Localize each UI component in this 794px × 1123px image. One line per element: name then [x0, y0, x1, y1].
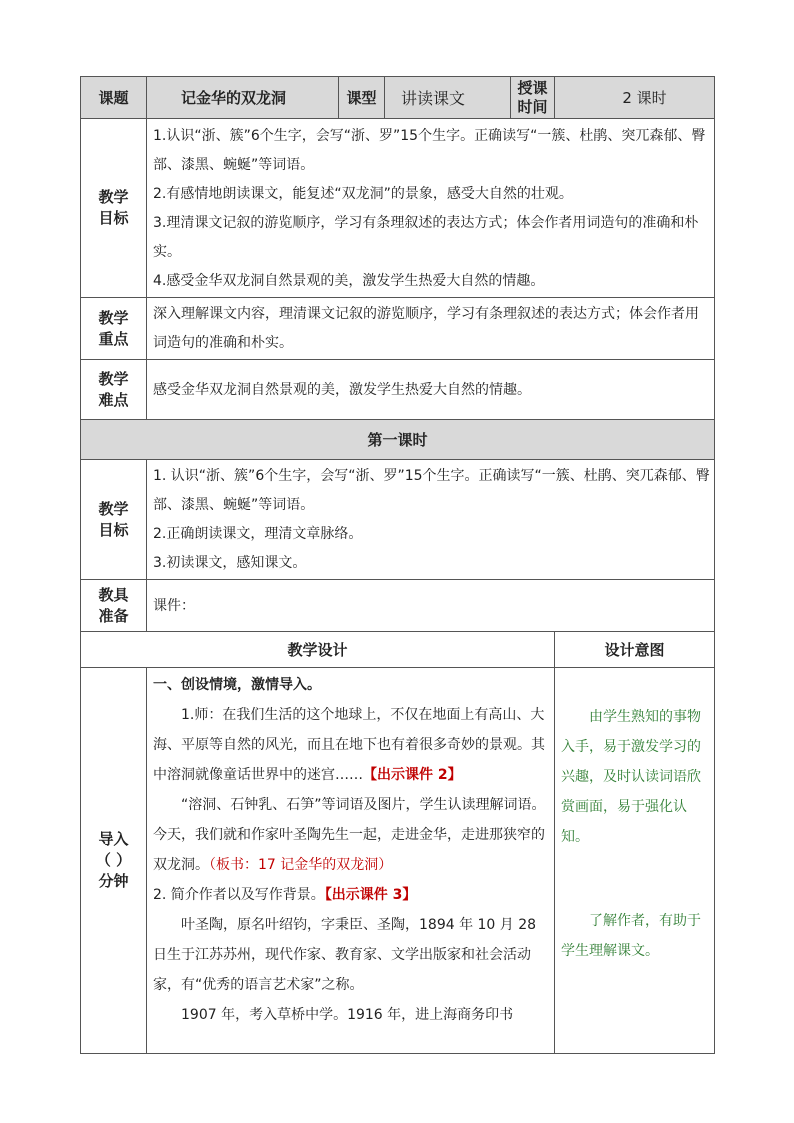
goal-item: 3.理清课文记叙的游览顺序，学习有条理叙述的表达方式；体会作者用词造句的准确和朴实。: [153, 214, 699, 260]
courseware-tag: 【出示课件 2】: [363, 767, 462, 783]
goal-item: 4.感受金华双龙洞自然景观的美，激发学生热爱大自然的情趣。: [153, 272, 545, 289]
intro-heading: 一、创设情境，激情导入。: [153, 677, 321, 693]
time-label-line-1: 授课: [517, 78, 548, 97]
intro-design-content: [147, 668, 555, 1054]
courseware-tag: 【出示课件 3】: [324, 887, 417, 903]
time-value: 2 课时: [555, 77, 715, 119]
lesson-plan-table: [80, 76, 715, 1054]
teaching-aids-row: [81, 580, 715, 632]
intent-note-2: 了解作者，有助于学生理解课文。: [561, 913, 701, 959]
difficulties-label-line-2: 难点: [98, 390, 129, 409]
goal-item: 1.认识“浙、簇”6个生字，会写“浙、罗”15个生字。正确读写“一簇、杜鹃、突兀森郁、臀部、漆黑、蜿蜒”等词语。: [153, 127, 706, 173]
first-lesson-goals-label: [81, 460, 147, 580]
key-points-label: [81, 298, 147, 360]
header-row: [81, 77, 715, 119]
intro-label-line-3: 分钟: [98, 872, 129, 890]
topic-value: 记金华的双龙洞: [147, 77, 339, 119]
intro-label-line-2: （ ）: [95, 851, 132, 869]
type-label: 课型: [339, 77, 385, 119]
intent-note-1: 由学生熟知的事物入手，易于激发学习的兴趣，及时认读词语欣赏画面，易于强化认知。: [561, 709, 701, 845]
time-label-line-2: 时间: [517, 97, 548, 116]
intro-paragraph-5: 1907 年，考入草桥中学。1916 年，进上海商务印书: [181, 1007, 514, 1023]
goal-item: 2.有感情地朗读课文，能复述“双龙洞”的景象，感受大自然的壮观。: [153, 185, 573, 202]
intro-p1-text: 1.师：在我们生活的这个地球上，不仅在地面上有高山、大海、平原等自然的风光，而且在地下也有着很多奇妙的景观。其中溶洞就像童话世界中的迷宫……: [153, 707, 545, 783]
key-points-label-line-1: 教学: [98, 308, 129, 327]
difficulties-label: [81, 360, 147, 420]
teaching-aids-label-line-1: 教具: [98, 585, 129, 604]
intro-intent-content: [555, 668, 715, 1054]
first-lesson-goals-label-line-1: 教学: [98, 499, 129, 518]
intro-label-line-1: 导入: [98, 830, 129, 848]
goals-content: [147, 119, 715, 298]
intro-paragraph-2: [153, 790, 550, 880]
type-value: 讲读课文: [385, 77, 511, 119]
intro-label: [81, 668, 147, 1054]
intro-row: [81, 668, 715, 1054]
intro-paragraph-3: [153, 880, 550, 910]
intent-header: 设计意图: [555, 632, 715, 668]
first-lesson-band: [81, 420, 715, 460]
intro-paragraph-4: 叶圣陶，原名叶绍钧，字秉臣、圣陶，1894 年 10 月 28 日生于江苏苏州，现代作家、教育家、文学出版家和社会活动家，有“优秀的语言艺术家”之称。: [153, 917, 537, 993]
intro-paragraph-1: [153, 700, 550, 790]
first-lesson-goal-item: 3.初读课文，感知课文。: [153, 555, 307, 571]
goals-label-line-1: 教学: [98, 188, 129, 206]
intro-p2-text: “溶洞、石钟乳、石笋”等词语及图片，学生认读理解词语。今天，我们就和作家叶圣陶先生一起，走进金华，走进那狭窄的双龙洞。: [153, 797, 546, 873]
teaching-aids-text: 课件：: [147, 580, 715, 632]
difficulties-row: [81, 360, 715, 420]
first-lesson-goals-label-line-2: 目标: [98, 520, 129, 539]
time-label: [511, 77, 555, 119]
goals-label: [81, 119, 147, 298]
first-lesson-goals-row: [81, 460, 715, 580]
key-points-row: [81, 298, 715, 360]
design-header-row: [81, 632, 715, 668]
intro-p3-text: 2. 简介作者以及写作背景。: [153, 887, 325, 903]
teaching-aids-label: [81, 580, 147, 632]
key-points-label-line-2: 重点: [98, 329, 129, 348]
key-points-text: 深入理解课文内容，理清课文记叙的游览顺序，学习有条理叙述的表达方式；体会作者用词造句的准确和朴实。: [147, 298, 715, 360]
teaching-aids-label-line-2: 准备: [98, 606, 129, 625]
difficulties-label-line-1: 教学: [98, 369, 129, 388]
difficulties-text: 感受金华双龙洞自然景观的美，激发学生热爱大自然的情趣。: [147, 360, 715, 420]
first-lesson-goal-item: 2.正确朗读课文，理清文章脉络。: [153, 526, 363, 542]
goals-row: [81, 119, 715, 298]
first-lesson-title: 第一课时: [81, 420, 715, 460]
first-lesson-goal-item: 1. 认识“浙、簇”6个生字，会写“浙、罗”15个生字。正确读写“一簇、杜鹃、突兀森郁、臀部、漆黑、蜿蜒”等词语。: [153, 468, 710, 513]
board-note: （板书：17 记金华的双龙洞）: [209, 857, 393, 873]
design-header: 教学设计: [81, 632, 555, 668]
goals-label-line-2: 目标: [98, 209, 129, 227]
topic-label: 课题: [81, 77, 147, 119]
first-lesson-goals-content: [147, 460, 715, 580]
